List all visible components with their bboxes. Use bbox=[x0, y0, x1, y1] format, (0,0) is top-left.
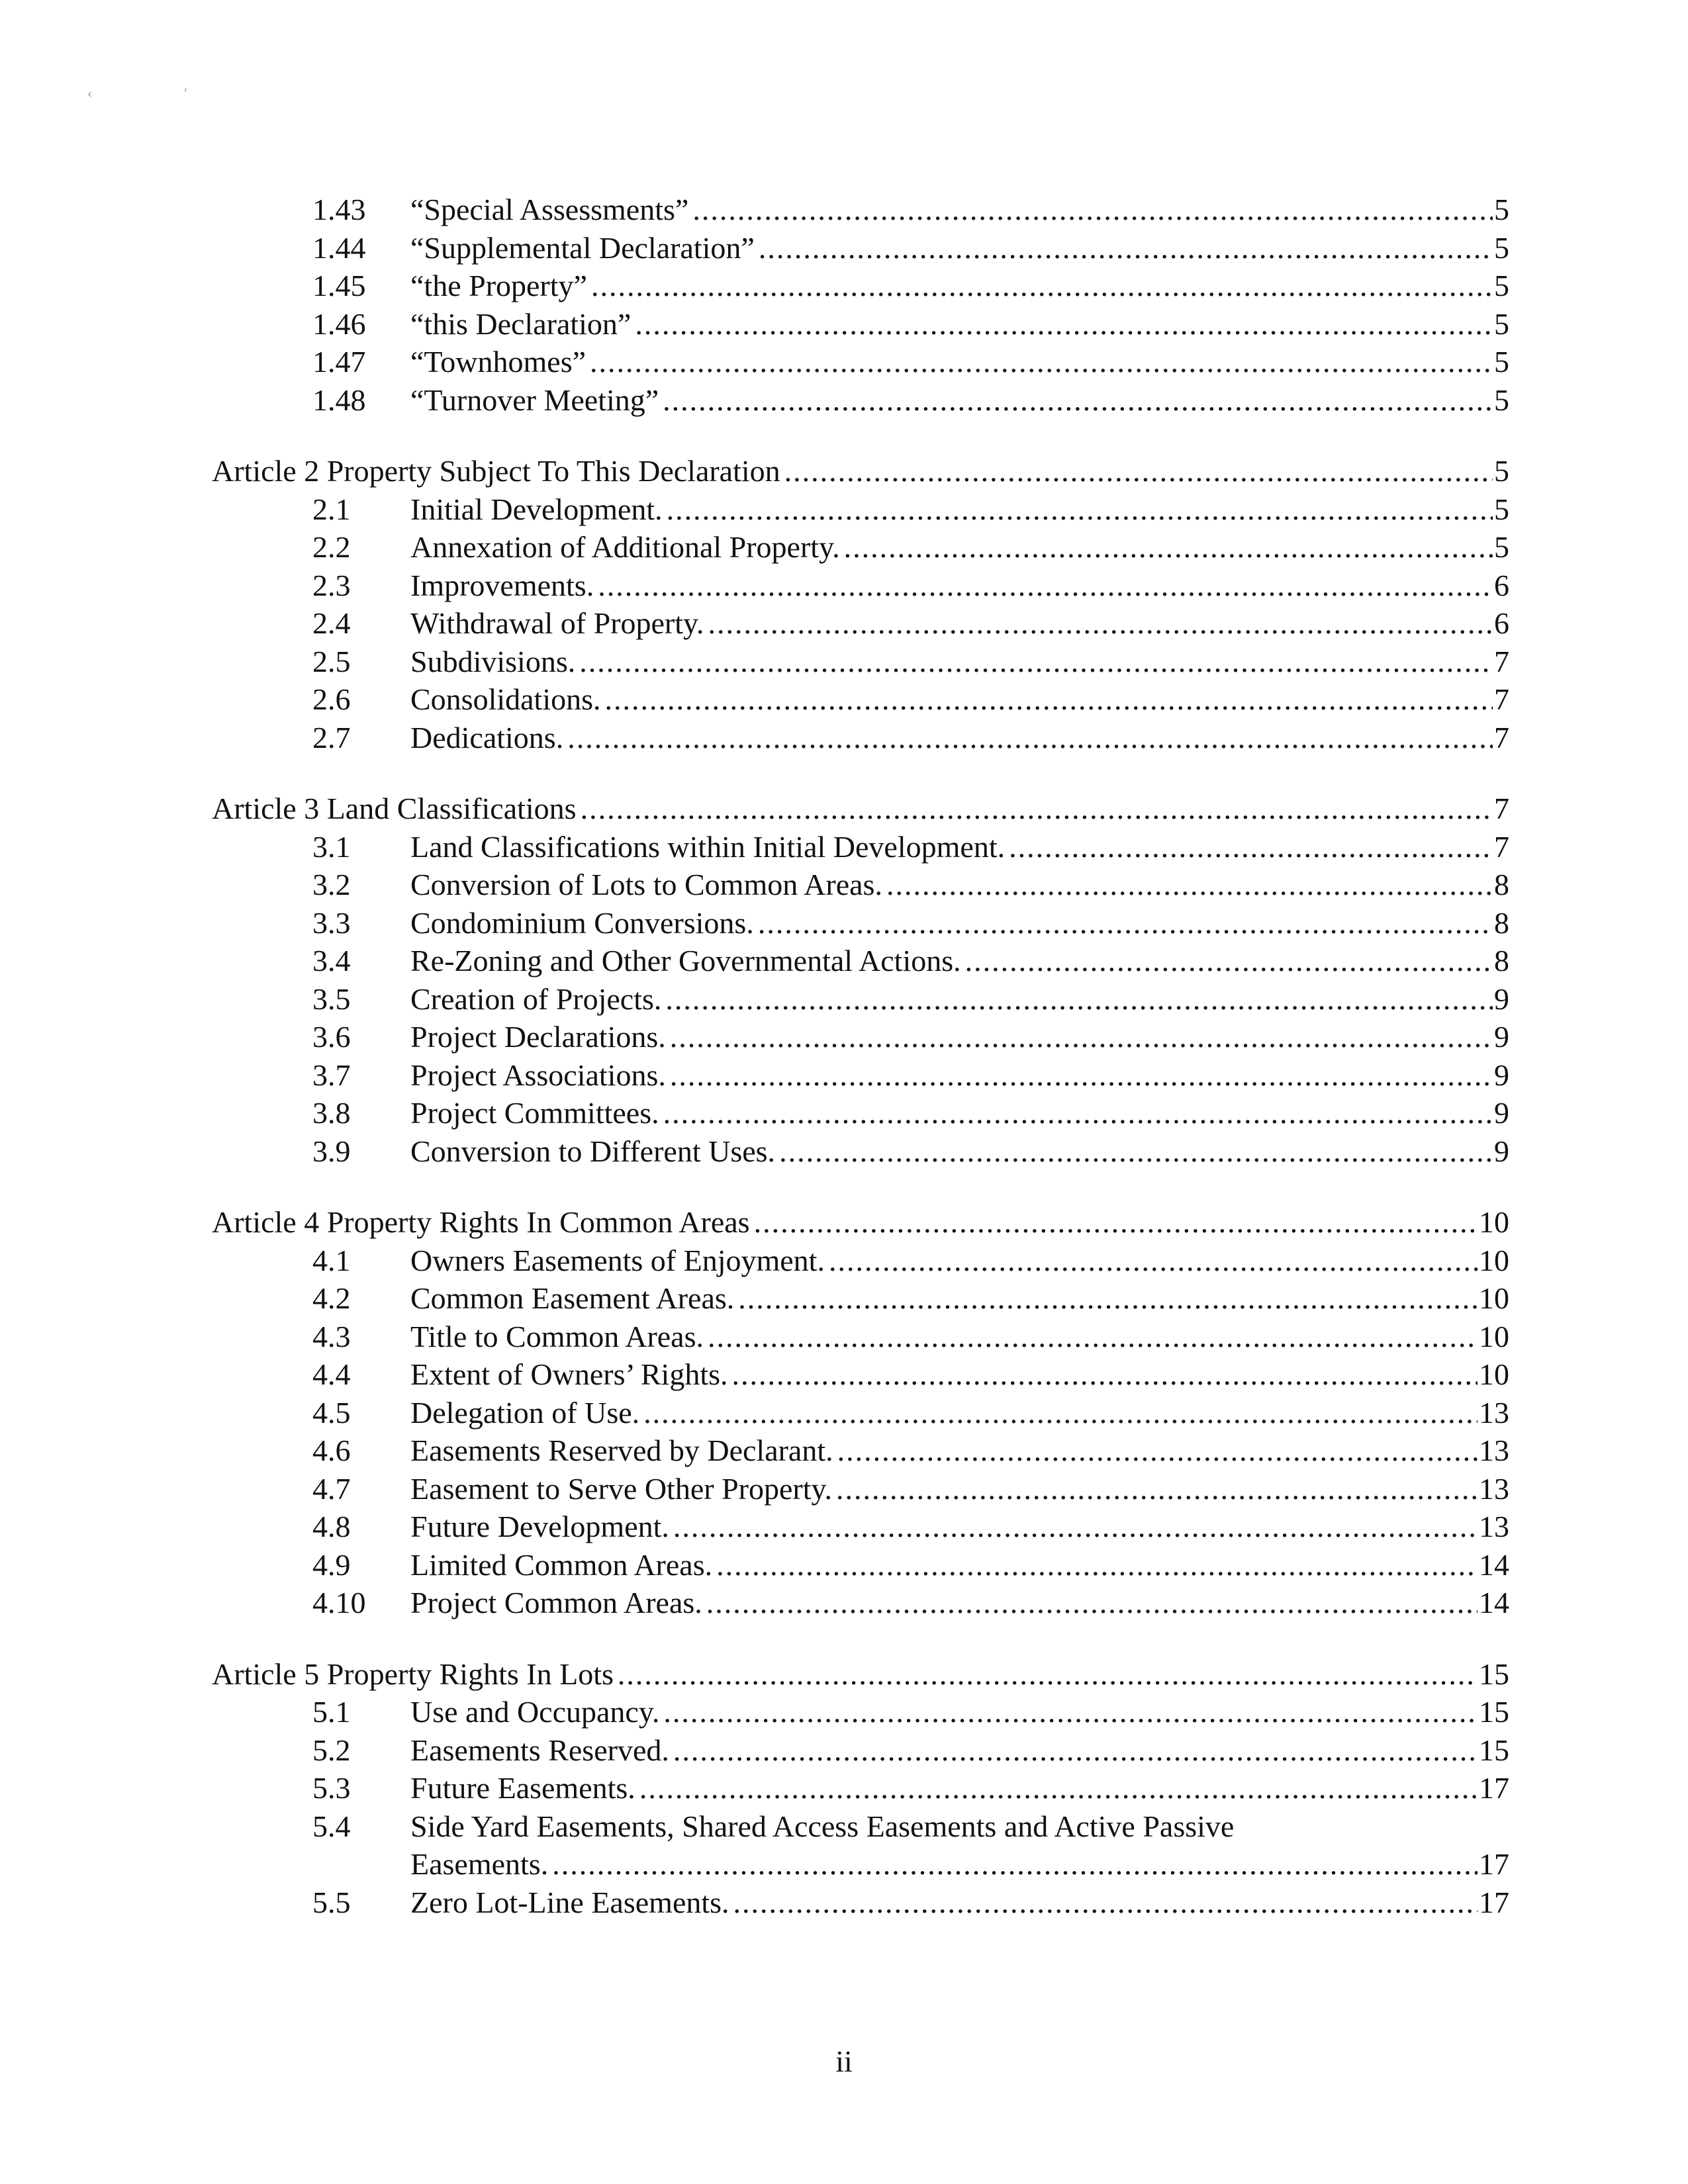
section-number: 3.9 bbox=[312, 1134, 351, 1168]
dot-leader bbox=[673, 1731, 1477, 1770]
section-title: “Special Assessments” bbox=[410, 191, 692, 229]
section-number: 5.5 bbox=[312, 1885, 351, 1919]
article-title: Article 4 Property Rights In Common Areas bbox=[212, 1203, 754, 1242]
section-number: 1.45 bbox=[312, 269, 366, 302]
section-page-number: 10 bbox=[1479, 1243, 1509, 1277]
section-page-number: 5 bbox=[1494, 306, 1509, 341]
section-title: Title to Common Areas. bbox=[410, 1318, 708, 1356]
section-number: 1.47 bbox=[312, 345, 366, 379]
section-title: Project Committees. bbox=[410, 1094, 663, 1132]
dot-leader bbox=[579, 643, 1493, 681]
section-page-number: 10 bbox=[1479, 1357, 1509, 1391]
dot-leader bbox=[829, 1242, 1477, 1280]
dot-leader bbox=[618, 1655, 1477, 1694]
section-number: 4.4 bbox=[312, 1357, 351, 1391]
toc-entry[interactable] bbox=[212, 1318, 1509, 1356]
toc-entry[interactable] bbox=[212, 1432, 1509, 1470]
dot-leader bbox=[670, 1056, 1493, 1095]
section-number: 5.2 bbox=[312, 1733, 351, 1767]
toc-article-heading[interactable] bbox=[212, 790, 1509, 828]
section-page-number: 15 bbox=[1479, 1695, 1509, 1729]
toc-entry[interactable] bbox=[212, 381, 1509, 420]
toc-entry[interactable] bbox=[212, 1584, 1509, 1622]
toc-entry[interactable] bbox=[212, 942, 1509, 980]
toc-section bbox=[212, 191, 1509, 419]
toc-entry[interactable] bbox=[212, 1508, 1509, 1546]
section-title: Future Development. bbox=[410, 1508, 673, 1546]
section-page-number: 13 bbox=[1479, 1471, 1509, 1506]
toc-entry[interactable] bbox=[212, 490, 1509, 529]
section-title: Project Common Areas. bbox=[410, 1584, 706, 1622]
section-title: Easements Reserved. bbox=[410, 1731, 673, 1770]
toc-entry[interactable] bbox=[212, 1242, 1509, 1280]
dot-leader bbox=[639, 1769, 1477, 1807]
dot-leader bbox=[837, 1432, 1477, 1470]
article-page-number: 15 bbox=[1479, 1657, 1509, 1691]
section-page-number: 5 bbox=[1494, 193, 1509, 226]
section-title: “Townhomes” bbox=[410, 343, 590, 381]
section-number: 2.6 bbox=[312, 682, 351, 716]
dot-leader bbox=[665, 980, 1493, 1019]
toc-entry[interactable] bbox=[212, 604, 1509, 643]
section-title: Consolidations. bbox=[410, 680, 605, 719]
section-page-number: 7 bbox=[1494, 644, 1509, 678]
toc-entry[interactable] bbox=[212, 1279, 1509, 1318]
section-number: 4.5 bbox=[312, 1395, 351, 1430]
section-page-number: 10 bbox=[1479, 1319, 1509, 1353]
dot-leader bbox=[552, 1845, 1477, 1884]
toc-entry[interactable] bbox=[212, 1355, 1509, 1394]
toc-section bbox=[212, 790, 1509, 1170]
dot-leader bbox=[667, 490, 1493, 529]
dot-leader bbox=[663, 381, 1493, 420]
section-number: 5.3 bbox=[312, 1771, 351, 1805]
section-number: 3.2 bbox=[312, 868, 351, 901]
dot-leader bbox=[643, 1394, 1477, 1432]
toc-entry[interactable] bbox=[212, 1546, 1509, 1584]
section-number: 3.4 bbox=[312, 944, 351, 978]
section-page-number: 5 bbox=[1494, 345, 1509, 379]
dot-leader bbox=[598, 567, 1493, 605]
section-number: 2.4 bbox=[312, 606, 351, 640]
toc-entry[interactable] bbox=[212, 229, 1509, 267]
section-title: Subdivisions. bbox=[410, 643, 579, 681]
article-page-number: 7 bbox=[1494, 792, 1509, 825]
section-number: 1.46 bbox=[312, 306, 366, 341]
section-page-number: 5 bbox=[1494, 530, 1509, 564]
toc-entry[interactable] bbox=[212, 1132, 1509, 1171]
section-number: 4.10 bbox=[312, 1586, 366, 1619]
toc-entry[interactable] bbox=[212, 1807, 1509, 1846]
article-page-number: 5 bbox=[1494, 454, 1509, 488]
toc-entry[interactable] bbox=[212, 828, 1509, 866]
section-title: Common Easement Areas. bbox=[410, 1279, 738, 1318]
toc-section bbox=[212, 452, 1509, 756]
article-page-number: 10 bbox=[1479, 1205, 1509, 1239]
section-number: 3.5 bbox=[312, 981, 351, 1016]
dot-leader bbox=[590, 343, 1493, 381]
section-page-number: 8 bbox=[1494, 905, 1509, 940]
toc-entry[interactable] bbox=[212, 1394, 1509, 1432]
page-number: ii bbox=[835, 2044, 853, 2078]
section-title: Dedications. bbox=[410, 719, 567, 757]
section-page-number: 13 bbox=[1479, 1433, 1509, 1467]
section-number: 4.1 bbox=[312, 1243, 351, 1277]
toc-entry[interactable] bbox=[212, 567, 1509, 605]
section-title: “Turnover Meeting” bbox=[410, 381, 663, 420]
section-page-number: 7 bbox=[1494, 720, 1509, 754]
dot-leader bbox=[784, 452, 1493, 490]
section-page-number: 17 bbox=[1479, 1771, 1509, 1805]
section-page-number: 6 bbox=[1494, 568, 1509, 602]
section-title: “this Declaration” bbox=[410, 305, 635, 343]
section-title: Re-Zoning and Other Governmental Actions. bbox=[410, 942, 965, 980]
section-number: 3.3 bbox=[312, 905, 351, 940]
section-page-number: 13 bbox=[1479, 1510, 1509, 1543]
toc-entry[interactable] bbox=[212, 866, 1509, 904]
section-page-number: 10 bbox=[1479, 1281, 1509, 1315]
toc-entry[interactable] bbox=[212, 1470, 1509, 1508]
section-number: 1.44 bbox=[312, 230, 366, 265]
section-number: 3.1 bbox=[312, 829, 351, 864]
section-page-number: 8 bbox=[1494, 868, 1509, 901]
dot-leader bbox=[635, 305, 1493, 343]
section-title: Creation of Projects. bbox=[410, 980, 665, 1019]
section-title: “Supplemental Declaration” bbox=[410, 229, 759, 267]
section-number: 4.6 bbox=[312, 1433, 351, 1467]
dot-leader bbox=[965, 942, 1493, 980]
section-page-number: 14 bbox=[1479, 1586, 1509, 1619]
toc-entry[interactable] bbox=[212, 1769, 1509, 1807]
article-title: Article 5 Property Rights In Lots bbox=[212, 1655, 618, 1694]
section-number: 3.7 bbox=[312, 1058, 351, 1092]
toc-entry[interactable] bbox=[212, 1731, 1509, 1770]
toc-entry-continuation[interactable] bbox=[212, 1845, 1509, 1884]
section-page-number: 8 bbox=[1494, 944, 1509, 978]
section-number: 2.7 bbox=[312, 720, 351, 754]
article-title: Article 2 Property Subject To This Declaration bbox=[212, 452, 784, 490]
section-page-number: 14 bbox=[1479, 1547, 1509, 1582]
section-page-number: 9 bbox=[1494, 1134, 1509, 1168]
dot-leader bbox=[1009, 828, 1493, 866]
section-number: 5.4 bbox=[312, 1809, 351, 1843]
section-number: 1.43 bbox=[312, 193, 366, 226]
section-title: Delegation of Use. bbox=[410, 1394, 643, 1432]
toc-entry[interactable] bbox=[212, 719, 1509, 757]
section-title-continued: Easements. bbox=[410, 1845, 552, 1884]
scan-mark: ′ bbox=[184, 85, 187, 101]
dot-leader bbox=[836, 1470, 1477, 1508]
dot-leader bbox=[716, 1546, 1477, 1584]
section-title: Zero Lot-Line Easements. bbox=[410, 1884, 733, 1922]
section-page-number: 17 bbox=[1479, 1885, 1509, 1919]
section-number: 2.2 bbox=[312, 530, 351, 564]
section-page-number: 5 bbox=[1494, 269, 1509, 302]
section-page-number: 9 bbox=[1494, 981, 1509, 1016]
toc-entry[interactable] bbox=[212, 1018, 1509, 1056]
dot-leader bbox=[706, 1584, 1477, 1622]
toc-entry[interactable] bbox=[212, 267, 1509, 305]
dot-leader bbox=[708, 1318, 1477, 1356]
section-number: 4.7 bbox=[312, 1471, 351, 1506]
dot-leader bbox=[779, 1132, 1493, 1171]
section-page-number: 9 bbox=[1494, 1058, 1509, 1092]
section-page-number: 9 bbox=[1494, 1096, 1509, 1130]
toc-section bbox=[212, 1203, 1509, 1622]
section-page-number: 7 bbox=[1494, 829, 1509, 864]
section-number: 2.1 bbox=[312, 492, 351, 526]
section-page-number: 6 bbox=[1494, 606, 1509, 640]
section-page-number: 7 bbox=[1494, 682, 1509, 716]
section-number: 4.3 bbox=[312, 1319, 351, 1353]
dot-leader bbox=[591, 267, 1493, 305]
section-page-number: 9 bbox=[1494, 1020, 1509, 1054]
dot-leader bbox=[708, 604, 1493, 643]
toc-entry[interactable] bbox=[212, 343, 1509, 381]
dot-leader bbox=[663, 1693, 1477, 1731]
toc-article-heading[interactable] bbox=[212, 452, 1509, 490]
section-title: Initial Development. bbox=[410, 490, 667, 529]
toc-entry[interactable] bbox=[212, 1693, 1509, 1731]
dot-leader bbox=[732, 1355, 1477, 1394]
section-number: 4.8 bbox=[312, 1510, 351, 1543]
dot-leader bbox=[886, 866, 1493, 904]
section-title: Conversion of Lots to Common Areas. bbox=[410, 866, 886, 904]
section-number: 2.3 bbox=[312, 568, 351, 602]
section-title: Conversion to Different Uses. bbox=[410, 1132, 779, 1171]
toc-entry[interactable] bbox=[212, 980, 1509, 1019]
section-title: Extent of Owners’ Rights. bbox=[410, 1355, 732, 1394]
toc-entry[interactable] bbox=[212, 680, 1509, 719]
toc-entry[interactable] bbox=[212, 1094, 1509, 1132]
section-page-number: 5 bbox=[1494, 492, 1509, 526]
section-number: 4.2 bbox=[312, 1281, 351, 1315]
section-number: 2.5 bbox=[312, 644, 351, 678]
toc-entry[interactable] bbox=[212, 904, 1509, 942]
section-page-number: 13 bbox=[1479, 1395, 1509, 1430]
table-of-contents bbox=[212, 191, 1509, 1954]
toc-entry[interactable] bbox=[212, 528, 1509, 567]
toc-section bbox=[212, 1655, 1509, 1922]
section-number: 4.9 bbox=[312, 1547, 351, 1582]
section-title: Side Yard Easements, Shared Access Easements and Active Passive bbox=[410, 1807, 1238, 1846]
toc-entry[interactable] bbox=[212, 1884, 1509, 1922]
section-page-number: 15 bbox=[1479, 1733, 1509, 1767]
section-page-number: 17 bbox=[1479, 1847, 1509, 1881]
dot-leader bbox=[754, 1203, 1477, 1242]
section-title: Project Declarations. bbox=[410, 1018, 670, 1056]
section-number: 3.6 bbox=[312, 1020, 351, 1054]
section-title: Limited Common Areas. bbox=[410, 1546, 716, 1584]
section-title: Project Associations. bbox=[410, 1056, 670, 1095]
dot-leader bbox=[663, 1094, 1493, 1132]
dot-leader bbox=[605, 680, 1493, 719]
section-title: Use and Occupancy. bbox=[410, 1693, 663, 1731]
section-title: Condominium Conversions. bbox=[410, 904, 758, 942]
section-title: “the Property” bbox=[410, 267, 591, 305]
section-title: Easements Reserved by Declarant. bbox=[410, 1432, 837, 1470]
section-title: Land Classifications within Initial Development. bbox=[410, 828, 1009, 866]
section-page-number: 5 bbox=[1494, 230, 1509, 265]
toc-article-heading[interactable] bbox=[212, 1655, 1509, 1694]
section-page-number: 5 bbox=[1494, 383, 1509, 417]
section-title: Withdrawal of Property. bbox=[410, 604, 708, 643]
dot-leader bbox=[581, 790, 1493, 828]
section-title: Improvements. bbox=[410, 567, 598, 605]
dot-leader bbox=[738, 1279, 1477, 1318]
dot-leader bbox=[759, 229, 1493, 267]
article-title: Article 3 Land Classifications bbox=[212, 790, 581, 828]
toc-entry[interactable] bbox=[212, 191, 1509, 229]
section-title: Owners Easements of Enjoyment. bbox=[410, 1242, 829, 1280]
dot-leader bbox=[733, 1884, 1477, 1922]
section-number: 3.8 bbox=[312, 1096, 351, 1130]
toc-entry[interactable] bbox=[212, 643, 1509, 681]
toc-entry[interactable] bbox=[212, 1056, 1509, 1095]
dot-leader bbox=[844, 528, 1493, 567]
scan-mark: ‹ bbox=[87, 85, 93, 101]
section-title: Easement to Serve Other Property. bbox=[410, 1470, 836, 1508]
dot-leader bbox=[567, 719, 1493, 757]
toc-entry[interactable] bbox=[212, 305, 1509, 343]
dot-leader bbox=[673, 1508, 1477, 1546]
section-title: Annexation of Additional Property. bbox=[410, 528, 844, 567]
dot-leader bbox=[758, 904, 1493, 942]
section-number: 5.1 bbox=[312, 1695, 351, 1729]
dot-leader bbox=[692, 191, 1493, 229]
toc-article-heading[interactable] bbox=[212, 1203, 1509, 1242]
section-number: 1.48 bbox=[312, 383, 366, 417]
dot-leader bbox=[670, 1018, 1493, 1056]
section-title: Future Easements. bbox=[410, 1769, 639, 1807]
